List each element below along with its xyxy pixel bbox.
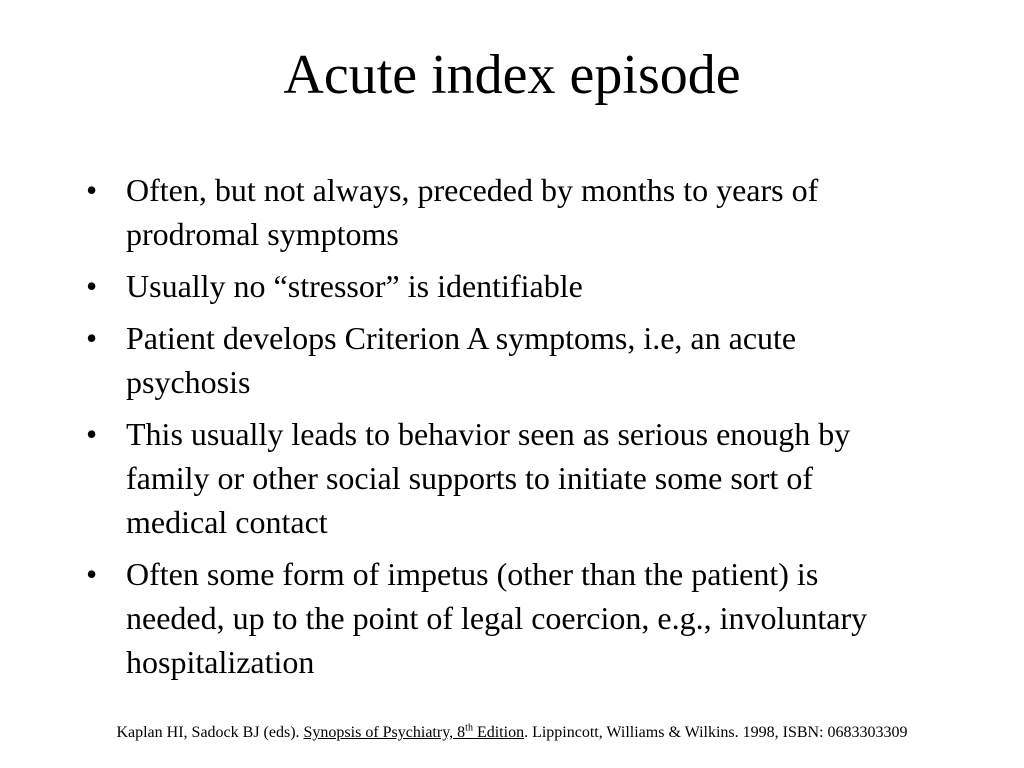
bullet-item bbox=[86, 316, 906, 404]
bullet-icon: • bbox=[86, 416, 98, 452]
bullet-icon: • bbox=[86, 172, 98, 208]
citation-book-title-main: Synopsis of Psychiatry, 8 bbox=[303, 724, 466, 741]
bullet-text: Usually no “stressor” is identifiable bbox=[126, 268, 583, 304]
bullet-text: This usually leads to behavior seen as serious enough by family or other social supports to initiate some sort of medical contact bbox=[126, 416, 851, 540]
citation-footer bbox=[0, 722, 1024, 744]
bullet-icon: • bbox=[86, 320, 98, 356]
bullet-text: Patient develops Criterion A symptoms, i.e, an acute psychosis bbox=[126, 320, 797, 400]
bullet-icon: • bbox=[86, 268, 98, 304]
bullet-item bbox=[86, 412, 906, 544]
citation-book-title-superscript: th bbox=[465, 722, 473, 734]
citation-book-title-edition: Edition bbox=[472, 724, 525, 741]
bullet-text: Often, but not always, preceded by months to years of prodromal symptoms bbox=[126, 172, 819, 252]
citation-authors: Kaplan HI, Sadock BJ (eds). bbox=[116, 724, 304, 741]
slide-title: Acute index episode bbox=[283, 44, 741, 106]
bullet-item bbox=[86, 552, 906, 684]
bullet-icon: • bbox=[86, 556, 98, 592]
citation-book-title bbox=[304, 724, 525, 741]
bullet-item bbox=[86, 264, 906, 308]
bullet-list bbox=[86, 168, 906, 692]
citation-publisher: . Lippincott, Williams & Wilkins. 1998, ISBN: 0683303309 bbox=[524, 724, 908, 741]
bullet-text: Often some form of impetus (other than the patient) is needed, up to the point of legal coercion, e.g., involuntary hospitalization bbox=[126, 556, 868, 680]
bullet-item bbox=[86, 168, 906, 256]
